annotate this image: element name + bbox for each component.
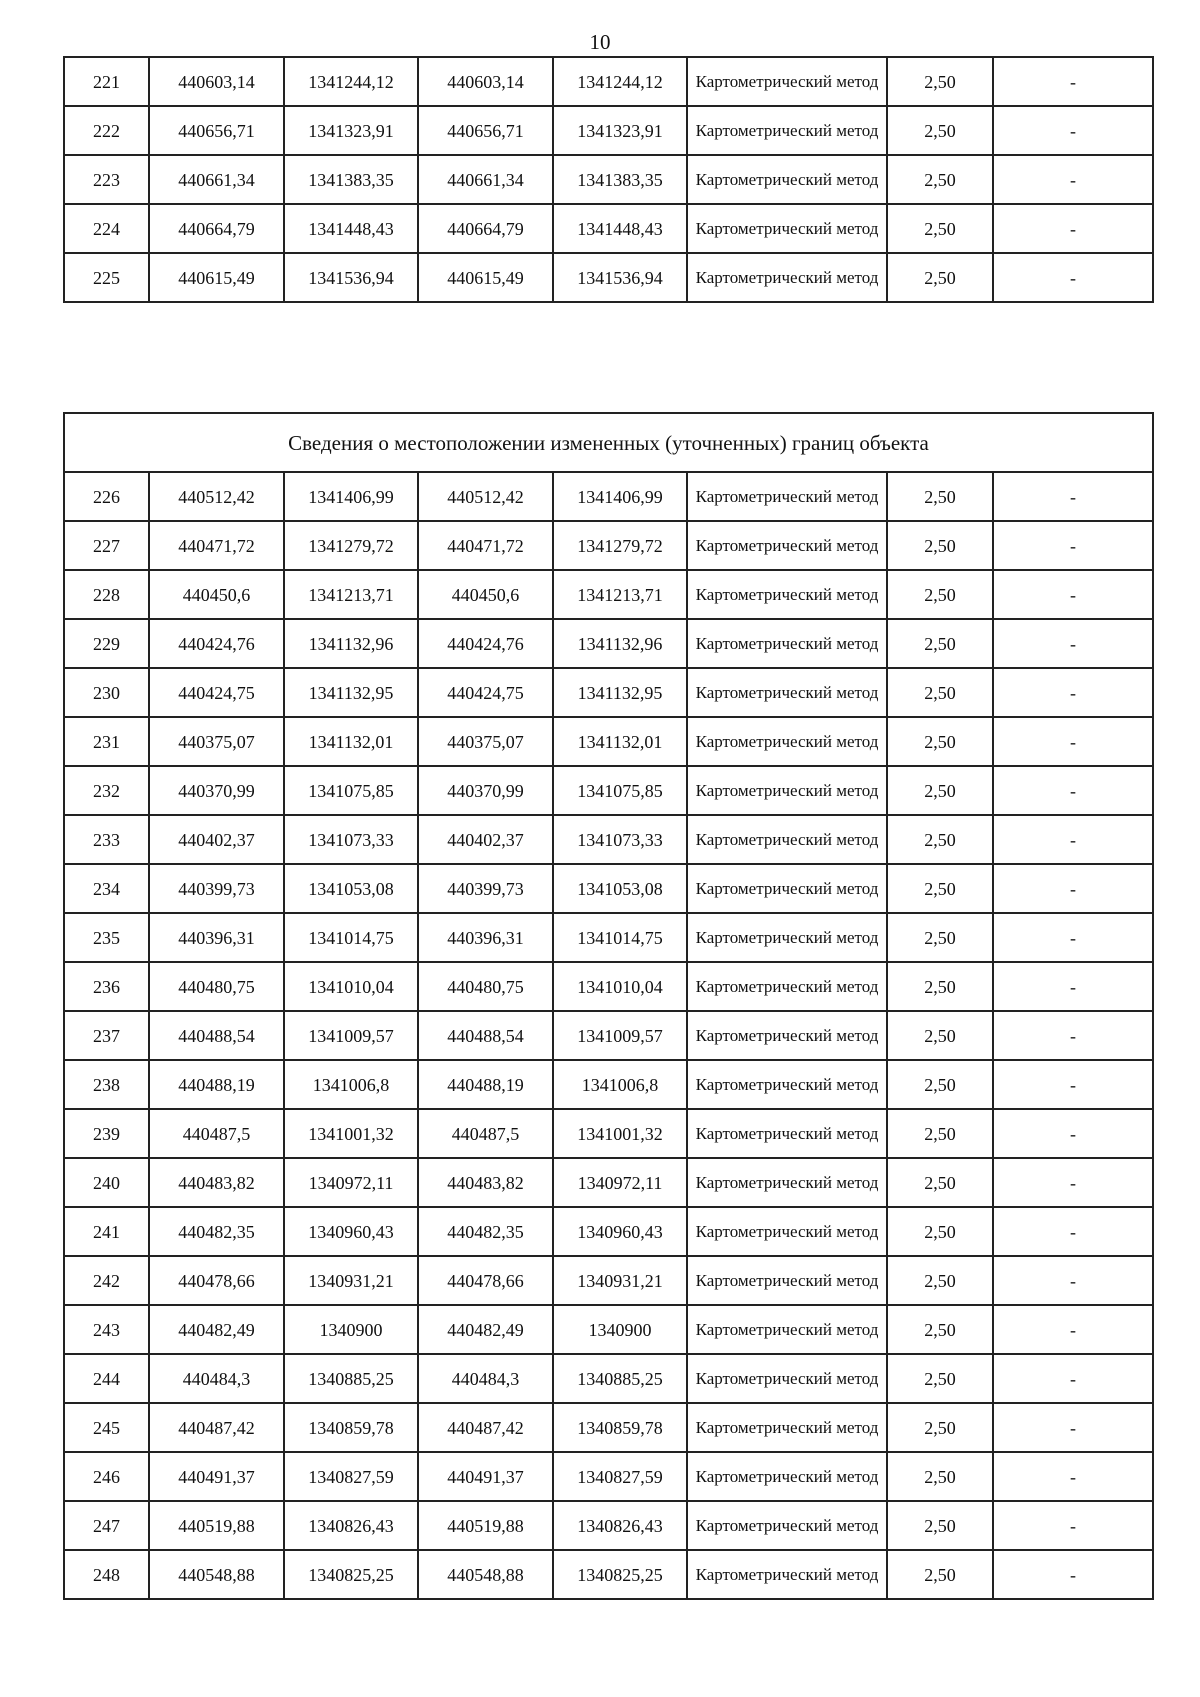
point-number-cell: 225: [64, 253, 149, 302]
existing-y-cell: 1341009,57: [284, 1011, 418, 1060]
refined-y-cell: 1340885,25: [553, 1354, 687, 1403]
accuracy-cell: 2,50: [887, 619, 993, 668]
table-row: [64, 1207, 1153, 1256]
refined-x-cell: 440512,42: [418, 472, 553, 521]
note-cell: -: [993, 619, 1153, 668]
note-cell: -: [993, 1060, 1153, 1109]
existing-y-cell: 1341406,99: [284, 472, 418, 521]
existing-x-cell: 440656,71: [149, 106, 284, 155]
note-cell: -: [993, 962, 1153, 1011]
point-number-cell: 239: [64, 1109, 149, 1158]
point-number-cell: 234: [64, 864, 149, 913]
existing-x-cell: 440370,99: [149, 766, 284, 815]
refined-x-cell: 440482,49: [418, 1305, 553, 1354]
note-cell: -: [993, 253, 1153, 302]
refined-y-cell: 1341006,8: [553, 1060, 687, 1109]
refined-y-cell: 1341279,72: [553, 521, 687, 570]
note-cell: -: [993, 1207, 1153, 1256]
existing-x-cell: 440424,76: [149, 619, 284, 668]
table-row: [64, 570, 1153, 619]
note-cell: -: [993, 1256, 1153, 1305]
method-cell: Картометрический метод: [687, 1011, 887, 1060]
point-number-cell: 222: [64, 106, 149, 155]
existing-x-cell: 440519,88: [149, 1501, 284, 1550]
note-cell: -: [993, 1550, 1153, 1599]
table-row: [64, 1452, 1153, 1501]
existing-x-cell: 440482,49: [149, 1305, 284, 1354]
refined-x-cell: 440487,5: [418, 1109, 553, 1158]
point-number-cell: 226: [64, 472, 149, 521]
table-row: [64, 472, 1153, 521]
table-body: [64, 413, 1153, 1599]
accuracy-cell: 2,50: [887, 1060, 993, 1109]
table-row: [64, 106, 1153, 155]
method-cell: Картометрический метод: [687, 155, 887, 204]
method-cell: Картометрический метод: [687, 1207, 887, 1256]
table-row: [64, 913, 1153, 962]
method-cell: Картометрический метод: [687, 1501, 887, 1550]
existing-y-cell: 1340931,21: [284, 1256, 418, 1305]
point-number-cell: 240: [64, 1158, 149, 1207]
method-cell: Картометрический метод: [687, 1550, 887, 1599]
existing-x-cell: 440402,37: [149, 815, 284, 864]
note-cell: -: [993, 766, 1153, 815]
existing-x-cell: 440450,6: [149, 570, 284, 619]
refined-x-cell: 440483,82: [418, 1158, 553, 1207]
note-cell: -: [993, 1403, 1153, 1452]
point-number-cell: 247: [64, 1501, 149, 1550]
existing-y-cell: 1341536,94: [284, 253, 418, 302]
existing-x-cell: 440471,72: [149, 521, 284, 570]
note-cell: -: [993, 1109, 1153, 1158]
table-row: [64, 1109, 1153, 1158]
refined-y-cell: 1341073,33: [553, 815, 687, 864]
point-number-cell: 232: [64, 766, 149, 815]
refined-x-cell: 440664,79: [418, 204, 553, 253]
existing-y-cell: 1341132,96: [284, 619, 418, 668]
method-cell: Картометрический метод: [687, 668, 887, 717]
refined-x-cell: 440396,31: [418, 913, 553, 962]
table-row: [64, 668, 1153, 717]
accuracy-cell: 2,50: [887, 1354, 993, 1403]
section-header-row: [64, 413, 1153, 472]
method-cell: Картометрический метод: [687, 1109, 887, 1158]
accuracy-cell: 2,50: [887, 570, 993, 619]
existing-y-cell: 1341014,75: [284, 913, 418, 962]
point-number-cell: 241: [64, 1207, 149, 1256]
refined-x-cell: 440615,49: [418, 253, 553, 302]
existing-y-cell: 1340960,43: [284, 1207, 418, 1256]
method-cell: Картометрический метод: [687, 57, 887, 106]
accuracy-cell: 2,50: [887, 57, 993, 106]
table-row: [64, 1060, 1153, 1109]
point-number-cell: 248: [64, 1550, 149, 1599]
existing-y-cell: 1341132,01: [284, 717, 418, 766]
existing-y-cell: 1341075,85: [284, 766, 418, 815]
method-cell: Картометрический метод: [687, 204, 887, 253]
point-number-cell: 246: [64, 1452, 149, 1501]
table-row: [64, 1550, 1153, 1599]
existing-x-cell: 440482,35: [149, 1207, 284, 1256]
table-row: [64, 155, 1153, 204]
point-number-cell: 230: [64, 668, 149, 717]
accuracy-cell: 2,50: [887, 1158, 993, 1207]
accuracy-cell: 2,50: [887, 155, 993, 204]
coordinates-table-changed-boundaries: [63, 412, 1154, 1600]
method-cell: Картометрический метод: [687, 253, 887, 302]
table-row: [64, 1256, 1153, 1305]
existing-y-cell: 1341053,08: [284, 864, 418, 913]
method-cell: Картометрический метод: [687, 1354, 887, 1403]
table-row: [64, 962, 1153, 1011]
point-number-cell: 236: [64, 962, 149, 1011]
refined-y-cell: 1340827,59: [553, 1452, 687, 1501]
table-row: [64, 57, 1153, 106]
table-row: [64, 1501, 1153, 1550]
point-number-cell: 242: [64, 1256, 149, 1305]
method-cell: Картометрический метод: [687, 815, 887, 864]
refined-x-cell: 440471,72: [418, 521, 553, 570]
refined-y-cell: 1341132,95: [553, 668, 687, 717]
point-number-cell: 224: [64, 204, 149, 253]
note-cell: -: [993, 1158, 1153, 1207]
existing-y-cell: 1340972,11: [284, 1158, 418, 1207]
accuracy-cell: 2,50: [887, 472, 993, 521]
accuracy-cell: 2,50: [887, 1256, 993, 1305]
accuracy-cell: 2,50: [887, 1109, 993, 1158]
table-row: [64, 864, 1153, 913]
note-cell: -: [993, 864, 1153, 913]
existing-y-cell: 1341383,35: [284, 155, 418, 204]
existing-y-cell: 1341244,12: [284, 57, 418, 106]
refined-x-cell: 440480,75: [418, 962, 553, 1011]
existing-y-cell: 1341073,33: [284, 815, 418, 864]
existing-x-cell: 440488,54: [149, 1011, 284, 1060]
refined-x-cell: 440488,19: [418, 1060, 553, 1109]
note-cell: -: [993, 1354, 1153, 1403]
accuracy-cell: 2,50: [887, 253, 993, 302]
method-cell: Картометрический метод: [687, 1256, 887, 1305]
method-cell: Картометрический метод: [687, 1158, 887, 1207]
existing-y-cell: 1341132,95: [284, 668, 418, 717]
accuracy-cell: 2,50: [887, 204, 993, 253]
table-row: [64, 766, 1153, 815]
point-number-cell: 228: [64, 570, 149, 619]
refined-x-cell: 440478,66: [418, 1256, 553, 1305]
method-cell: Картометрический метод: [687, 913, 887, 962]
note-cell: -: [993, 521, 1153, 570]
point-number-cell: 245: [64, 1403, 149, 1452]
accuracy-cell: 2,50: [887, 1011, 993, 1060]
point-number-cell: 244: [64, 1354, 149, 1403]
refined-x-cell: 440484,3: [418, 1354, 553, 1403]
table-row: [64, 717, 1153, 766]
accuracy-cell: 2,50: [887, 1550, 993, 1599]
refined-x-cell: 440450,6: [418, 570, 553, 619]
existing-x-cell: 440484,3: [149, 1354, 284, 1403]
note-cell: -: [993, 815, 1153, 864]
accuracy-cell: 2,50: [887, 717, 993, 766]
existing-y-cell: 1340885,25: [284, 1354, 418, 1403]
note-cell: -: [993, 204, 1153, 253]
method-cell: Картометрический метод: [687, 619, 887, 668]
refined-y-cell: 1341536,94: [553, 253, 687, 302]
refined-y-cell: 1341132,96: [553, 619, 687, 668]
refined-x-cell: 440548,88: [418, 1550, 553, 1599]
refined-x-cell: 440491,37: [418, 1452, 553, 1501]
note-cell: -: [993, 57, 1153, 106]
note-cell: -: [993, 1011, 1153, 1060]
refined-y-cell: 1341448,43: [553, 204, 687, 253]
refined-y-cell: 1341383,35: [553, 155, 687, 204]
existing-x-cell: 440478,66: [149, 1256, 284, 1305]
accuracy-cell: 2,50: [887, 962, 993, 1011]
table-body: [64, 57, 1153, 302]
existing-x-cell: 440664,79: [149, 204, 284, 253]
point-number-cell: 227: [64, 521, 149, 570]
point-number-cell: 233: [64, 815, 149, 864]
existing-y-cell: 1341279,72: [284, 521, 418, 570]
accuracy-cell: 2,50: [887, 864, 993, 913]
section-title: Сведения о местоположении измененных (уточненных) границ объекта: [64, 413, 1153, 472]
point-number-cell: 231: [64, 717, 149, 766]
note-cell: -: [993, 570, 1153, 619]
table-row: [64, 619, 1153, 668]
point-number-cell: 223: [64, 155, 149, 204]
point-number-cell: 237: [64, 1011, 149, 1060]
refined-y-cell: 1340826,43: [553, 1501, 687, 1550]
refined-x-cell: 440424,75: [418, 668, 553, 717]
existing-x-cell: 440399,73: [149, 864, 284, 913]
existing-x-cell: 440548,88: [149, 1550, 284, 1599]
existing-y-cell: 1341010,04: [284, 962, 418, 1011]
method-cell: Картометрический метод: [687, 521, 887, 570]
accuracy-cell: 2,50: [887, 1403, 993, 1452]
method-cell: Картометрический метод: [687, 1452, 887, 1501]
table-row: [64, 815, 1153, 864]
method-cell: Картометрический метод: [687, 1403, 887, 1452]
refined-y-cell: 1341001,32: [553, 1109, 687, 1158]
table-row: [64, 1354, 1153, 1403]
page-number: 10: [589, 30, 611, 54]
note-cell: -: [993, 1305, 1153, 1354]
point-number-cell: 238: [64, 1060, 149, 1109]
refined-y-cell: 1340859,78: [553, 1403, 687, 1452]
point-number-cell: 243: [64, 1305, 149, 1354]
accuracy-cell: 2,50: [887, 106, 993, 155]
point-number-cell: 229: [64, 619, 149, 668]
refined-y-cell: 1341244,12: [553, 57, 687, 106]
method-cell: Картометрический метод: [687, 570, 887, 619]
table-row: [64, 253, 1153, 302]
refined-y-cell: 1341009,57: [553, 1011, 687, 1060]
table-row: [64, 521, 1153, 570]
existing-x-cell: 440424,75: [149, 668, 284, 717]
table-row: [64, 1403, 1153, 1452]
method-cell: Картометрический метод: [687, 717, 887, 766]
note-cell: -: [993, 717, 1153, 766]
method-cell: Картометрический метод: [687, 106, 887, 155]
method-cell: Картометрический метод: [687, 766, 887, 815]
table-row: [64, 1305, 1153, 1354]
coordinates-table-continued: [63, 56, 1154, 303]
existing-y-cell: 1341001,32: [284, 1109, 418, 1158]
refined-y-cell: 1341132,01: [553, 717, 687, 766]
refined-x-cell: 440656,71: [418, 106, 553, 155]
point-number-cell: 221: [64, 57, 149, 106]
existing-y-cell: 1340859,78: [284, 1403, 418, 1452]
existing-y-cell: 1340827,59: [284, 1452, 418, 1501]
existing-y-cell: 1341323,91: [284, 106, 418, 155]
refined-x-cell: 440488,54: [418, 1011, 553, 1060]
refined-x-cell: 440370,99: [418, 766, 553, 815]
refined-y-cell: 1341053,08: [553, 864, 687, 913]
accuracy-cell: 2,50: [887, 1207, 993, 1256]
note-cell: -: [993, 155, 1153, 204]
existing-x-cell: 440487,42: [149, 1403, 284, 1452]
refined-y-cell: 1340825,25: [553, 1550, 687, 1599]
refined-x-cell: 440487,42: [418, 1403, 553, 1452]
refined-x-cell: 440402,37: [418, 815, 553, 864]
accuracy-cell: 2,50: [887, 668, 993, 717]
note-cell: -: [993, 668, 1153, 717]
note-cell: -: [993, 1452, 1153, 1501]
existing-x-cell: 440661,34: [149, 155, 284, 204]
refined-y-cell: 1341010,04: [553, 962, 687, 1011]
existing-x-cell: 440615,49: [149, 253, 284, 302]
existing-y-cell: 1340826,43: [284, 1501, 418, 1550]
method-cell: Картометрический метод: [687, 472, 887, 521]
refined-x-cell: 440482,35: [418, 1207, 553, 1256]
existing-x-cell: 440488,19: [149, 1060, 284, 1109]
accuracy-cell: 2,50: [887, 815, 993, 864]
refined-y-cell: 1340972,11: [553, 1158, 687, 1207]
accuracy-cell: 2,50: [887, 1452, 993, 1501]
refined-y-cell: 1340931,21: [553, 1256, 687, 1305]
existing-x-cell: 440512,42: [149, 472, 284, 521]
method-cell: Картометрический метод: [687, 1305, 887, 1354]
refined-y-cell: 1341213,71: [553, 570, 687, 619]
refined-y-cell: 1341323,91: [553, 106, 687, 155]
existing-x-cell: 440375,07: [149, 717, 284, 766]
existing-x-cell: 440491,37: [149, 1452, 284, 1501]
note-cell: -: [993, 106, 1153, 155]
refined-x-cell: 440519,88: [418, 1501, 553, 1550]
refined-x-cell: 440375,07: [418, 717, 553, 766]
refined-y-cell: 1341075,85: [553, 766, 687, 815]
note-cell: -: [993, 913, 1153, 962]
accuracy-cell: 2,50: [887, 1501, 993, 1550]
table-row: [64, 1158, 1153, 1207]
method-cell: Картометрический метод: [687, 864, 887, 913]
existing-x-cell: 440487,5: [149, 1109, 284, 1158]
existing-y-cell: 1340900: [284, 1305, 418, 1354]
refined-y-cell: 1340900: [553, 1305, 687, 1354]
note-cell: -: [993, 472, 1153, 521]
existing-y-cell: 1341006,8: [284, 1060, 418, 1109]
method-cell: Картометрический метод: [687, 1060, 887, 1109]
existing-x-cell: 440603,14: [149, 57, 284, 106]
refined-y-cell: 1341014,75: [553, 913, 687, 962]
refined-x-cell: 440661,34: [418, 155, 553, 204]
accuracy-cell: 2,50: [887, 913, 993, 962]
existing-x-cell: 440480,75: [149, 962, 284, 1011]
existing-y-cell: 1341213,71: [284, 570, 418, 619]
refined-y-cell: 1340960,43: [553, 1207, 687, 1256]
accuracy-cell: 2,50: [887, 521, 993, 570]
accuracy-cell: 2,50: [887, 766, 993, 815]
accuracy-cell: 2,50: [887, 1305, 993, 1354]
existing-y-cell: 1341448,43: [284, 204, 418, 253]
refined-x-cell: 440399,73: [418, 864, 553, 913]
table-row: [64, 204, 1153, 253]
refined-y-cell: 1341406,99: [553, 472, 687, 521]
point-number-cell: 235: [64, 913, 149, 962]
table-row: [64, 1011, 1153, 1060]
refined-x-cell: 440603,14: [418, 57, 553, 106]
existing-y-cell: 1340825,25: [284, 1550, 418, 1599]
method-cell: Картометрический метод: [687, 962, 887, 1011]
existing-x-cell: 440483,82: [149, 1158, 284, 1207]
note-cell: -: [993, 1501, 1153, 1550]
existing-x-cell: 440396,31: [149, 913, 284, 962]
refined-x-cell: 440424,76: [418, 619, 553, 668]
